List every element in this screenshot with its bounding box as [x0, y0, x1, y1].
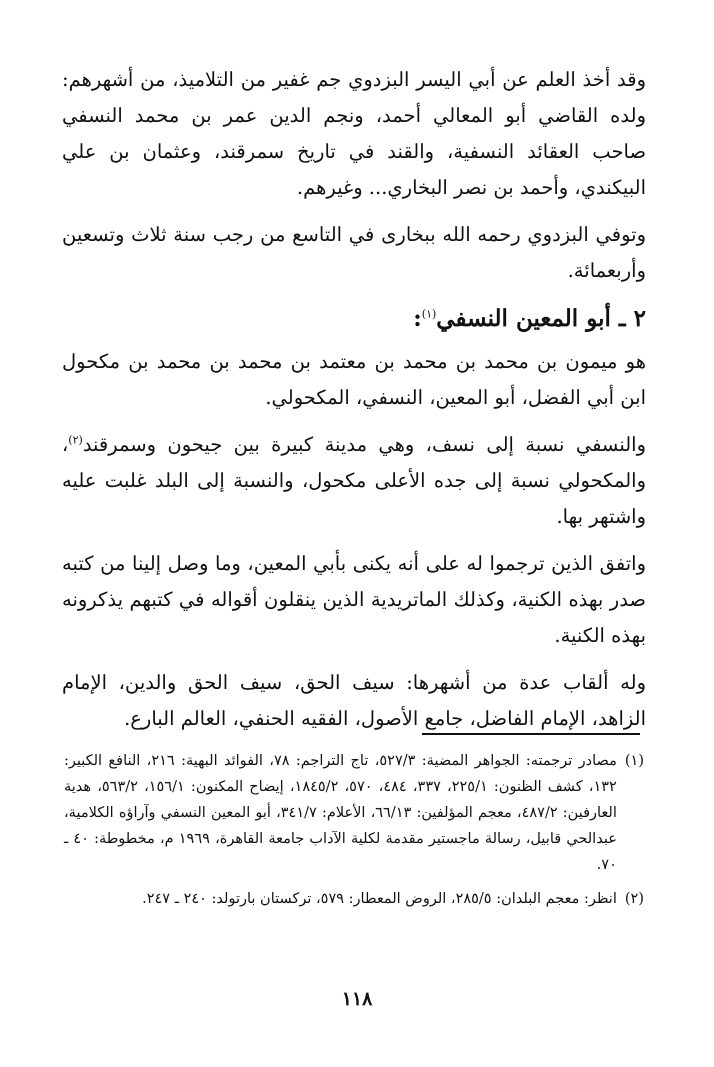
- footnote-ref-1[interactable]: (١): [421, 307, 437, 321]
- paragraph-death: وتوفي البزدوي رحمه الله ببخارى في التاسع من رجب سنة ثلاث وتسعين وأربعمائة.: [62, 223, 646, 282]
- footnote-number: (١): [624, 753, 644, 769]
- paragraph-kunya: واتفق الذين ترجموا له على أنه يكنى بأبي المعين، وما وصل إلينا من كتبه صدر بهذه الكنية، وكذلك الماتريدية الذين ينقلون أقواله في كتبهم يذكرونه بهذه الكنية.: [62, 552, 646, 647]
- footnote-ref-2[interactable]: (٢): [68, 433, 83, 447]
- footnote-text: مصادر ترجمته: الجواهر المضية: ٥٢٧/٣، تاج التراجم: ٧٨، الفوائد البهية: ٢١٦، النافع الكبير: ١٣٢، كشف الظنون: ٢٢٥/١، ٣٣٧، ٤٨٤، ٥٧٠، ١٨٤٥/٢، إيضاح المكنون: ١٥٦/١، ٥٦٣/٢، هدية العارفين: ٤٨٧/٢، معجم المؤلفين: ٦٦/١٣، الأعلام: ٣٤١/٧، أبو المعين النسفي وآراؤه الكلامية، عبدالحي قابيل، رسالة ماجستير مقدمة لكلية الآداب جامعة القاهرة، ١٩٦٩ م، مخطوطة: ٤٠ ـ ٧٠.: [64, 753, 617, 873]
- section-title: أبو المعين النسفي: [436, 305, 611, 332]
- paragraph-nisba-part-a: والنسفي نسبة إلى نسف، وهي مدينة كبيرة بين جيحون وسمرقند: [82, 433, 646, 456]
- footnotes: [64, 748, 644, 920]
- footnote-text: انظر: معجم البلدان: ٢٨٥/٥، الروض المعطار: ٥٧٩، تركستان بارتولد: ٢٤٠ ـ ٢٤٧.: [142, 891, 617, 907]
- footnote-2: [64, 886, 644, 912]
- paragraph-lineage: هو ميمون بن محمد بن محمد بن معتمد بن محمد بن محمد بن مكحول ابن أبي الفضل، أبو المعين، النسفي، المكحولي.: [62, 350, 646, 409]
- paragraph-titles: وله ألقاب عدة من أشهرها: سيف الحق، سيف الحق والدين، الإمام الزاهد، الإمام الفاضل، جامع الأصول، الفقيه الحنفي، العالم البارع.: [62, 671, 646, 730]
- section-colon: :: [413, 305, 422, 332]
- section-number: ٢ ـ: [618, 305, 646, 332]
- paragraph-nisba-part-b: ، والمكحولي نسبة إلى جده الأعلى مكحول، والنسبة إلى البلد غلبت عليه واشتهر بها.: [62, 433, 646, 528]
- footnote-1: [64, 748, 644, 878]
- paragraph-nisba: [62, 427, 646, 535]
- page-body: [62, 62, 646, 748]
- paragraph-students: وقد أخذ العلم عن أبي اليسر البزدوي جم غفير من التلاميذ، من أشهرهم: ولده القاضي أبو المعالي أحمد، ونجم الدين عمر بن محمد النسفي صاحب العقائد النسفية، والقند في تاريخ سمرقند، وعثمان بن علي البيكندي، وأحمد بن نصر البخاري... وغيرهم.: [62, 68, 646, 199]
- section-heading: [62, 300, 646, 338]
- page-number: ١١٨: [341, 988, 373, 1010]
- footnote-number: (٢): [624, 891, 644, 907]
- footnote-divider: [422, 733, 640, 735]
